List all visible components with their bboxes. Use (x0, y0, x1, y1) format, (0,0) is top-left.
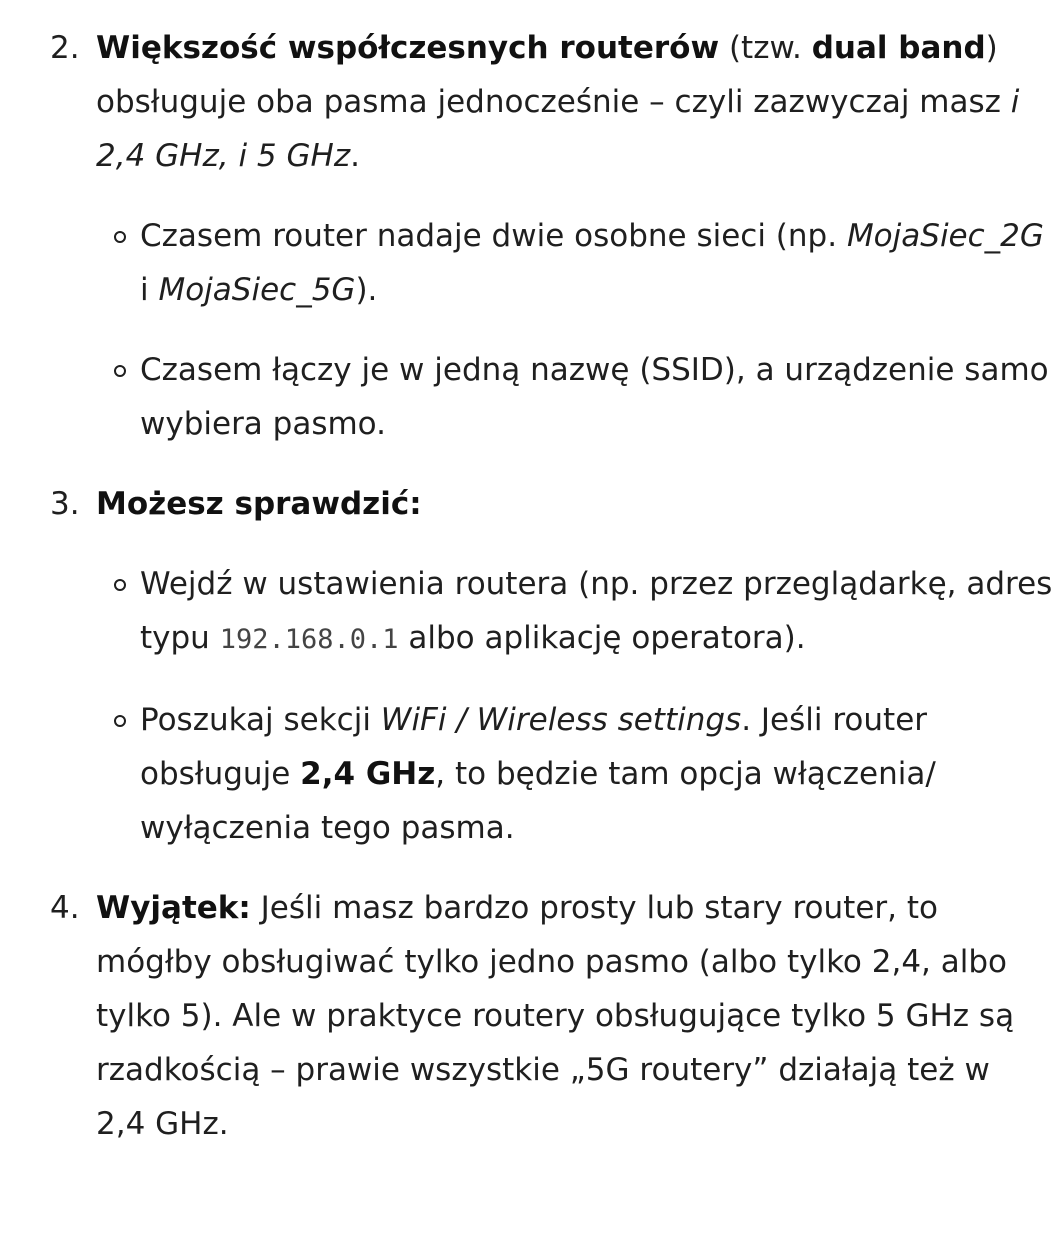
text-span: i (140, 272, 159, 308)
sub-list-item (96, 557, 1055, 667)
text-span: ) obsługuje oba pasma jednocześnie – czyli zazwyczaj masz (96, 30, 1011, 120)
italic-text: MojaSiec_5G (158, 272, 356, 308)
text-span: . (350, 138, 360, 174)
list-item-text (96, 21, 1027, 183)
list-item-text (96, 881, 1027, 1151)
text-span: , to będzie tam opcja włączenia/ wyłączenia tego pasma. (140, 756, 936, 846)
italic-text: WiFi / Wireless settings (380, 702, 742, 738)
text-span: (tzw. (719, 30, 812, 66)
sub-list (96, 557, 1053, 855)
bullet-icon (114, 579, 126, 591)
sub-list-item (96, 343, 1055, 451)
text-span: . Jeśli router obsługuje (140, 702, 928, 792)
text-span: Wejdź w ustawienia routera (np. przez przeglądarkę, adres typu (140, 566, 1053, 656)
list-item-4 (0, 881, 1057, 1151)
message-content (0, 21, 1057, 1151)
sub-list (96, 209, 1049, 451)
code-inline: 192.168.0.1 (219, 624, 399, 655)
bold-text: Większość współczesnych routerów (96, 30, 720, 66)
bullet-icon (114, 231, 126, 243)
list-item-text (96, 477, 1027, 531)
text-span: albo aplikację operatora). (398, 620, 806, 656)
text-span: Czasem łączy je w jedną nazwę (SSID), a urządzenie samo wybiera pasmo. (140, 352, 1049, 442)
text-span: Jeśli masz bardzo prosty lub stary router, to mógłby obsługiwać tylko jedno pasmo (albo tylko 2,4, albo tylko 5). Ale w praktyce routery obsługujące tylko 5 GHz są rzadkością – prawie wszystkie „5G routery” działają też w 2,4 GHz. (96, 890, 1015, 1142)
list-item-3 (0, 477, 1057, 855)
bullet-icon (114, 365, 126, 377)
italic-text: MojaSiec_2G (846, 218, 1044, 254)
sub-list-item (96, 209, 1055, 317)
bold-text: dual band (811, 30, 986, 66)
bold-text: Możesz sprawdzić: (96, 486, 422, 522)
list-number: 4. (50, 890, 80, 926)
list-item-2 (0, 21, 1057, 451)
text-span: ). (355, 272, 378, 308)
bold-text: 2,4 GHz (300, 756, 436, 792)
text-span: Poszukaj sekcji (140, 702, 381, 738)
bullet-icon (114, 715, 126, 727)
list-number: 2. (50, 30, 80, 66)
sub-list-item (96, 693, 1055, 855)
italic-text: i 2,4 GHz, i 5 GHz (96, 84, 1020, 174)
bold-text: Wyjątek: (96, 890, 251, 926)
list-number: 3. (50, 486, 80, 522)
text-span: Czasem router nadaje dwie osobne sieci (np. (140, 218, 847, 254)
